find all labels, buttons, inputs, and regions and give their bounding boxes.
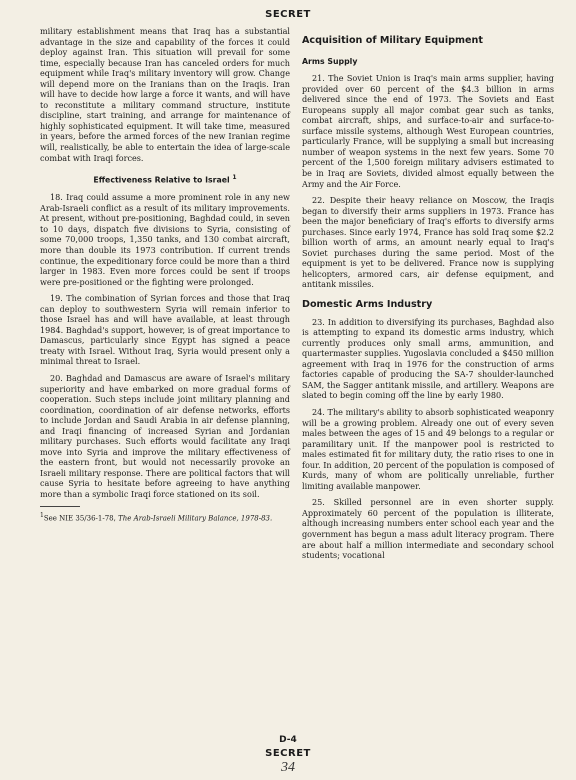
paragraph-continued: military establishment means that Iraq has a substantial advantage in the size and capability of the forces it could deploy against Iran. This situation will prevail for some time, especially because Iran has canceled orders for much equipment while Iraq's military inventory will grow. Change will depend more on the Iranians than on the Iraqis. Iran will have to decide how large a force it wants, and will have to reconstitute a military command structure, institute discipline, start training, and arrange for maintenance of highly sophisticated equipment. It will take time, measured in years, before the armed forces of the new Iranian regime will, realistically, be able to entertain the idea of large-scale combat with Iraqi forces.: [40, 26, 290, 163]
paragraph-22: 22. Despite their heavy reliance on Moscow, the Iraqis began to diversify their arms suppliers in 1973. France has been the major beneficiary of Iraq's efforts to diversify arms purchases. Since early 1974, France has sold Iraq some $2.2 billion worth of arms, an amount nearly equal to Iraq's Soviet purchases during the same period. Most of the equipment is yet to be delivered. France now is supplying helicopters, armored cars, air defense equipment, and antitank missiles.: [302, 195, 554, 290]
page-number: 34: [281, 760, 295, 775]
footnote-title: The Arab-Israeli Military Balance, 1978-83.: [118, 513, 273, 522]
paragraph-18: 18. Iraq could assume a more prominent role in any new Arab-Israeli conflict as a result of its military improvements. At present, without pre-positioning, Baghdad could, in seven to 10 days, dispatch five divisions to Syria, consisting of some 70,000 troops, 1,350 tanks, and 130 combat aircraft, more than double its 1973 contribution. If current trends continue, the expeditionary force could be more than a third larger in 1983. Even more forces could be sent if troops were pre-positioned or the fighting were prolonged.: [40, 192, 290, 287]
paragraph-19: 19. The combination of Syrian forces and those that Iraq can deploy to southwestern Syria will remain inferior to those Israel has and will have available, at least through 1984. Baghdad's support, however, is of great importance to Damascus, particularly since Egypt has signed a peace treaty with Israel. Without Iraq, Syria would present only a minimal threat to Israel.: [40, 293, 290, 367]
paragraph-21: 21. The Soviet Union is Iraq's main arms supplier, having provided over 60 percent of the $4.3 billion in arms delivered since the end of 1973. The Soviets and East Europeans supply all major combat gear such as tanks, combat aircraft, ships, and surface-to-air and surface-to-surface missile systems, although West European countries, particularly France, will be supplying a small but increasing number of weapon systems in the next few years. Some 70 percent of the 1,500 foreign military advisers estimated to be in Iraq are Soviets, divided almost equally between the Army and the Air Force.: [302, 73, 554, 189]
paragraph-23: 23. In addition to diversifying its purchases, Baghdad also is attempting to expand its domestic arms industry, which currently produces only small arms, ammunition, and quartermaster supplies. Yugoslavia concluded a $450 million agreement with Iraq in 1976 for the construction of arms factories capable of producing the SA-7 shoulder-launched SAM, the Sagger antitank missile, and artillery. Weapons are slated to begin coming off the line by early 1980.: [302, 316, 554, 401]
left-column: [40, 26, 290, 523]
footnote-divider: [40, 506, 80, 507]
classification-header: SECRET: [265, 9, 311, 20]
footnote: [40, 511, 290, 523]
subheading-arms-supply: Arms Supply: [302, 56, 358, 66]
footnote-reference: 1: [232, 174, 237, 182]
heading-text: Effectiveness Relative to Israel: [93, 175, 230, 185]
right-column: [302, 26, 554, 567]
classification-footer: SECRET: [265, 748, 311, 759]
section-heading-effectiveness: [40, 173, 290, 186]
section-heading-acquisition: Acquisition of Military Equipment: [302, 35, 483, 46]
paragraph-24: 24. The military's ability to absorb sophisticated weaponry will be a growing problem. Already one out of every seven males between the ages of 15 and 49 belongs to a regular or paramilitary unit. If the manpower pool is restricted to males estimated fit for military duty, the ratio rises to one in four. In addition, 20 percent of the population is composed of Kurds, many of whom are politically unreliable, further limiting available manpower.: [302, 406, 554, 491]
paragraph-20: 20. Baghdad and Damascus are aware of Israel's military superiority and have embarked on more gradual forms of cooperation. Such steps include joint military planning and coordination, coordination of air defense networks, efforts to include Jordan and Saudi Arabia in air defense planning, and Iraqi financing of increased Syrian and Jordanian military purchases. Such efforts would facilitate any Iraqi move into Syria and improve the military effectiveness of the eastern front, but would not necessarily provoke an Israeli military response. There are political factors that will cause Syria to hesitate before agreeing to have anything more than a symbolic Iraqi force stationed on its soil.: [40, 373, 290, 500]
section-heading-domestic-arms: Domestic Arms Industry: [302, 299, 433, 311]
footnote-mark: 1: [40, 511, 44, 519]
footnote-text: See NIE 35/36-1-78,: [43, 513, 116, 522]
paragraph-25: 25. Skilled personnel are in even shorter supply. Approximately 60 percent of the population is illiterate, although increasing numbers enter school each year and the government has begun a mass adult literacy program. There are about half a million intermediate and secondary school students; vocational: [302, 497, 554, 561]
page-reference: D-4: [279, 735, 297, 745]
